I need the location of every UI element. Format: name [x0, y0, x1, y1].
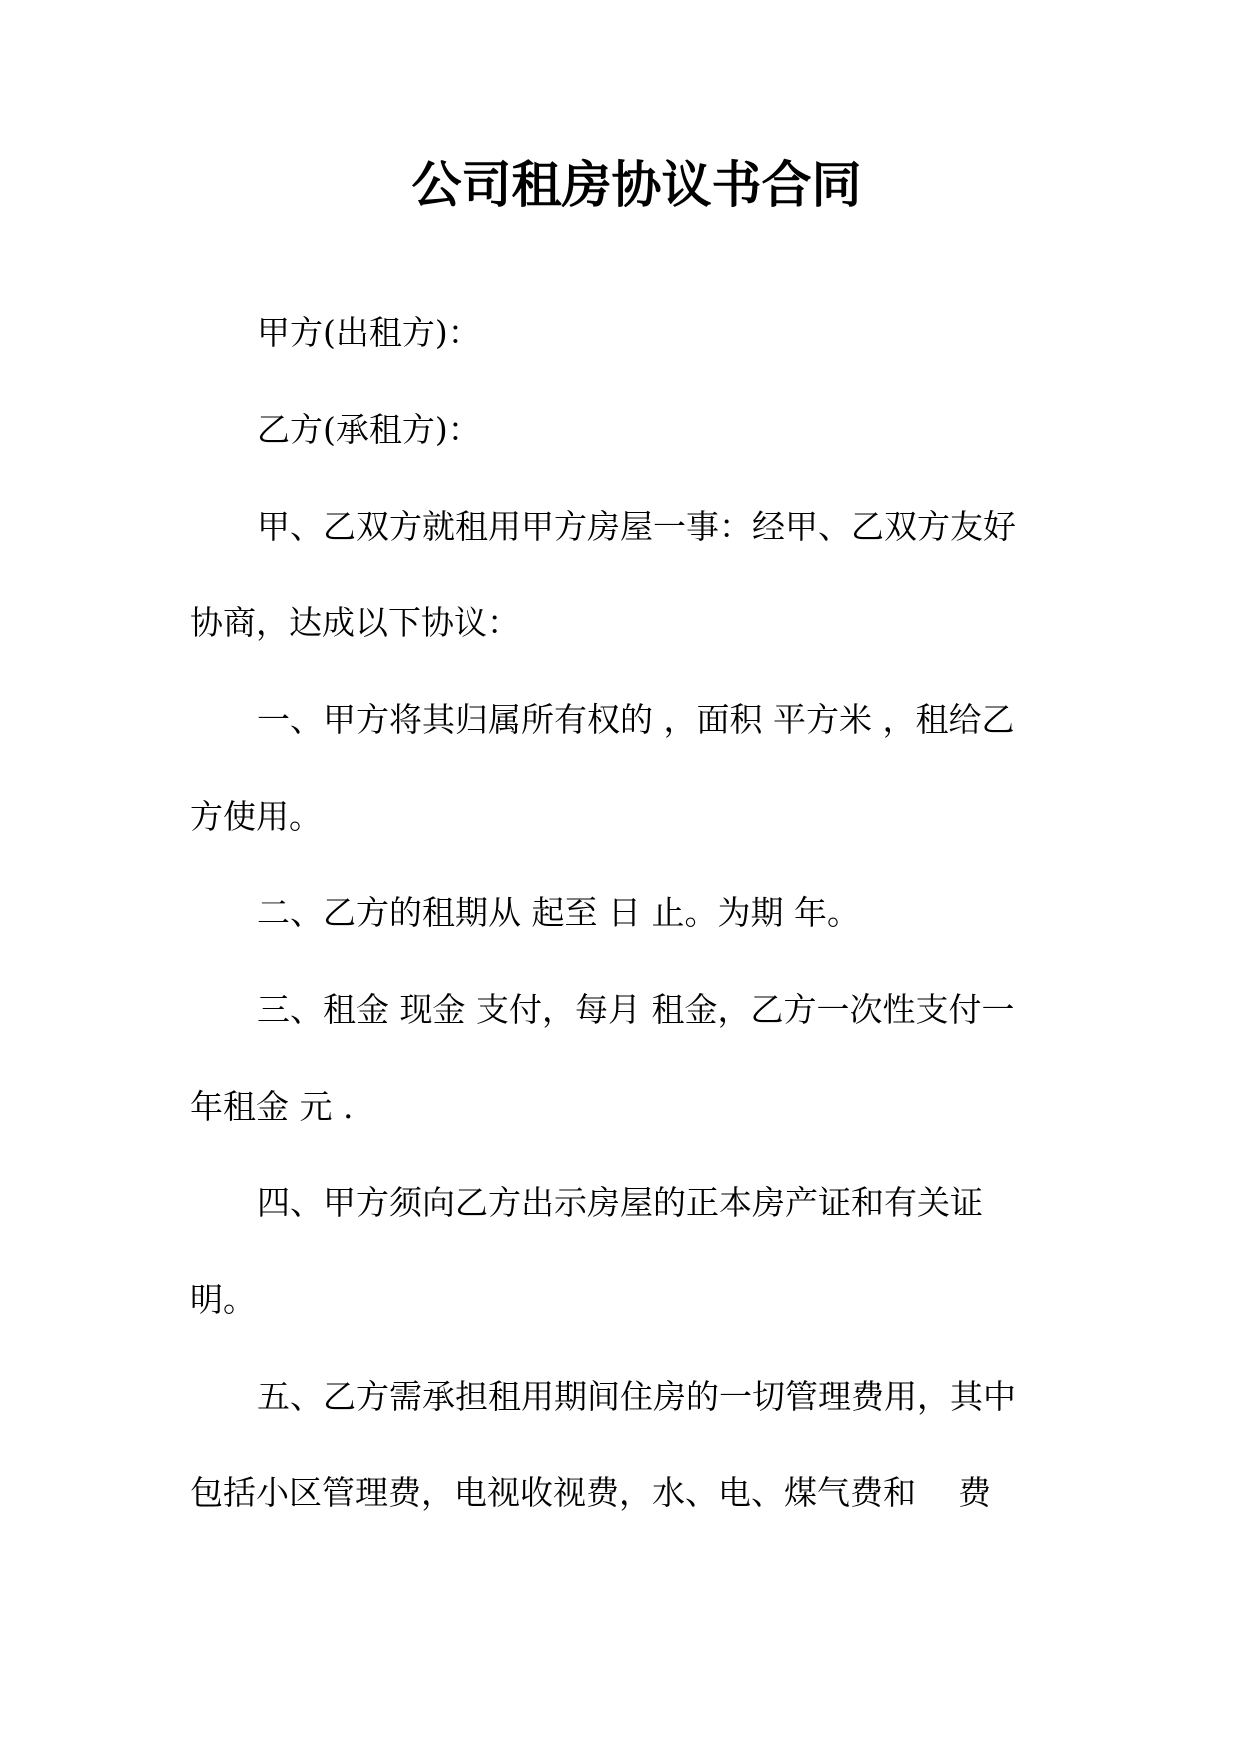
paragraph-line: 一、甲方将其归属所有权的 ，面积 平方米 ，租给乙	[257, 700, 1015, 739]
paragraph-line: 协商，达成以下协议：	[190, 603, 520, 642]
paragraph-line: 甲方(出租方)：	[257, 313, 481, 352]
paragraph-line: 方使用。	[190, 797, 322, 836]
paragraph-line: 年租金 元 .	[190, 1087, 354, 1126]
paragraph-line: 四、甲方须向乙方出示房屋的正本房产证和有关证	[257, 1183, 983, 1222]
paragraph-line: 五、乙方需承担租用期间住房的一切管理费用，其中	[257, 1377, 1016, 1416]
paragraph-line: 甲、乙双方就租用甲方房屋一事：经甲、乙双方友好	[257, 507, 1016, 546]
paragraph-line: 二、乙方的租期从 起至 日 止。为期 年。	[257, 893, 860, 932]
paragraph-line: 乙方(承租方)：	[257, 410, 481, 449]
paragraph-line: 三、租金 现金 支付，每月 租金，乙方一次性支付一	[257, 990, 1015, 1029]
paragraph-line: 明。	[190, 1280, 256, 1319]
document-title: 公司租房协议书合同	[411, 155, 862, 214]
paragraph-line: 包括小区管理费，电视收视费，水、电、煤气费和 费	[190, 1473, 991, 1512]
